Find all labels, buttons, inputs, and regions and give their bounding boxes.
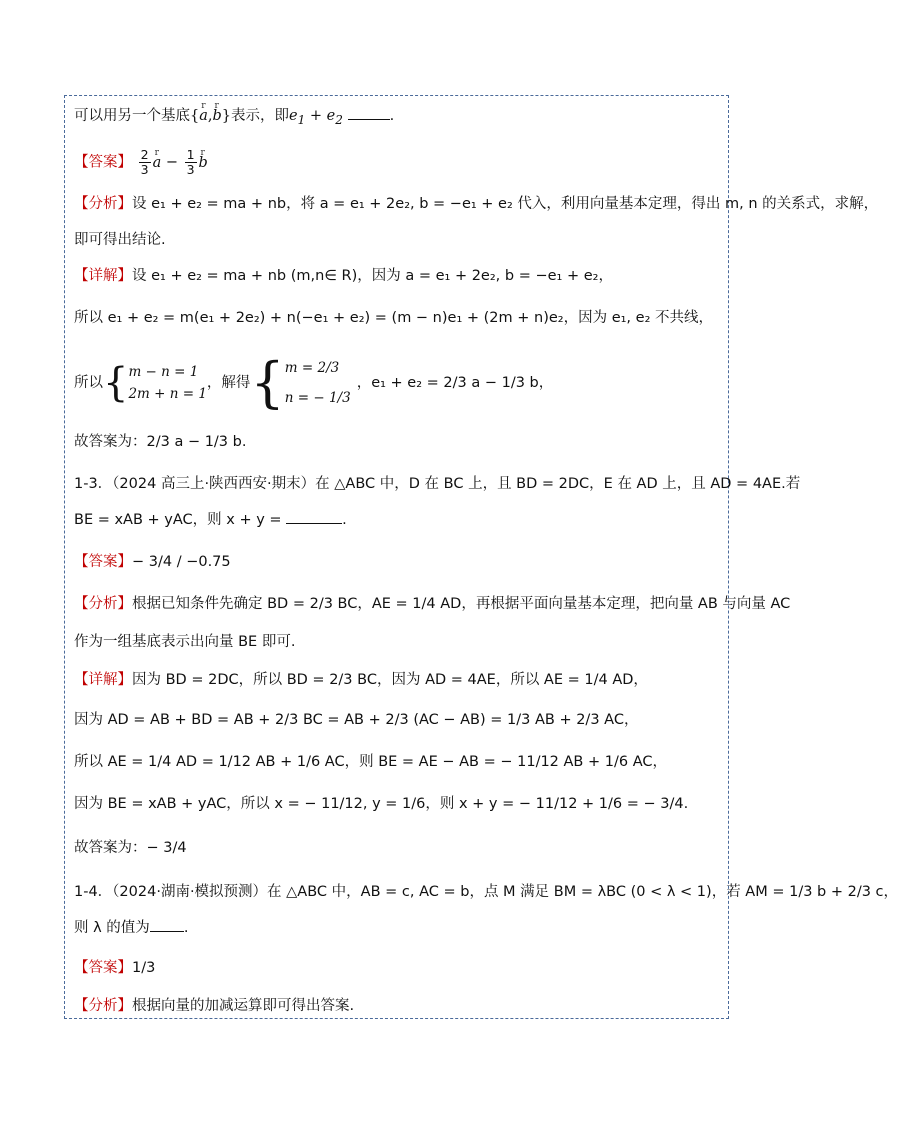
detail-solve: ，解得 <box>206 375 251 391</box>
p14-header <box>74 882 898 902</box>
p13-final <box>74 838 187 858</box>
detail-result: ，e₁ + e₂ = 2/3 a − 1/3 b， <box>356 375 554 391</box>
p13-detail-2 <box>74 710 638 730</box>
p12-detail-line2 <box>74 308 713 328</box>
answer-tag: 【答案】 <box>74 960 132 976</box>
answer-blank <box>150 931 184 932</box>
fraction-1-3: $\frac{1}{3}$ <box>186 147 195 177</box>
solution-n: n = − 1/3 <box>284 390 351 406</box>
basis-set: {r a,r b} <box>190 108 231 124</box>
answer-tag: 【答案】 <box>74 554 132 570</box>
problem-1-3-statement-2: BE = xAB + yAC，则 x + y = <box>74 512 282 528</box>
p13-detail-3 <box>74 752 667 772</box>
p13-detail-4 <box>74 794 688 814</box>
analysis-text: 根据已知条件先确定 BD = 2/3 BC，AE = 1/4 AD，再根据平面向量基本定理，把向量 AB 与向量 AC <box>132 596 791 612</box>
equation-system-1 <box>128 361 206 405</box>
detail-text-3: 所以 AE = 1/4 AD = 1/12 AB + 1/6 AC，则 BE = AE − AB = − 11/12 AB + 1/6 AC， <box>74 754 667 770</box>
analysis-tag: 【分析】 <box>74 196 132 212</box>
p13-answer <box>74 552 231 572</box>
p13-analysis-2 <box>74 632 295 652</box>
p13-analysis-1 <box>74 594 790 614</box>
p13-header <box>74 474 800 494</box>
detail-text-2: 所以 e₁ + e₂ = m(e₁ + 2e₂) + n(−e₁ + e₂) = (m − n)e₁ + (2m + n)e₂，因为 e₁, e₂ 不共线， <box>74 310 713 326</box>
answer-value: 1/3 <box>132 960 156 976</box>
p12-analysis-line2 <box>74 230 166 250</box>
analysis-text: 根据向量的加减运算即可得出答案. <box>132 998 355 1014</box>
system-brace-2: { <box>250 351 285 414</box>
equation-system-2 <box>285 353 351 413</box>
detail-so: 所以 <box>74 375 103 391</box>
p13-header2 <box>74 510 347 530</box>
analysis-tag: 【分析】 <box>74 998 132 1014</box>
fraction-2-3: $\frac{2}{3}$ <box>140 147 149 177</box>
solution-m: m = 2/3 <box>284 360 340 376</box>
answer-blank <box>286 523 342 524</box>
system-brace-1: { <box>103 360 129 406</box>
statement-end: . <box>183 920 189 936</box>
p13-detail-1 <box>74 670 648 690</box>
problem-1-3-statement: 1-3．（2024 高三上·陕西西安·期末）在 △ABC 中，D 在 BC 上，且 BD = 2DC，E 在 AD 上，且 AD = 4AE.若 <box>74 476 801 492</box>
p12-detail-line1 <box>74 266 613 286</box>
statement-end: . <box>389 108 395 124</box>
p12-detail-line3 <box>74 348 553 418</box>
p14-analysis <box>74 996 354 1016</box>
analysis-text: 设 e₁ + e₂ = ma + nb，将 a = e₁ + 2e₂, b = −e₁ + e₂ 代入，利用向量基本定理，得出 m, n 的关系式，求解， <box>132 196 879 212</box>
p14-header2 <box>74 918 188 938</box>
answer-value: − 3/4 / −0.75 <box>132 554 231 570</box>
p12-analysis-line1 <box>74 194 878 214</box>
final-answer-text: 故答案为：− 3/4 <box>74 840 187 856</box>
detail-text-1: 因为 BD = 2DC，所以 BD = 2/3 BC，因为 AD = 4AE，所以 AE = 1/4 AD， <box>132 672 648 688</box>
problem-statement-tail <box>74 106 394 130</box>
detail-text-2: 因为 AD = AB + BD = AB + 2/3 BC = AB + 2/3 (AC − AB) = 1/3 AB + 2/3 AC， <box>74 712 639 728</box>
answer-tag: 【答案】 <box>74 154 132 171</box>
detail-tag: 【详解】 <box>74 268 132 284</box>
problem-1-4-statement-2: 则 λ 的值为 <box>74 920 150 936</box>
system-eq-1: m − n = 1 <box>128 364 199 380</box>
problem-1-4-statement: 1-4．（2024·湖南·模拟预测）在 △ABC 中，AB = c, AC = b，点 M 满足 BM = λBC (0 < λ < 1)，若 AM = 1/3 b + 2/3 c， <box>74 884 898 900</box>
p12-final <box>74 432 246 452</box>
statement-text-2: 表示，即 <box>231 108 290 124</box>
detail-text-4: 因为 BE = xAB + yAC，所以 x = − 11/12, y = 1/6，则 x + y = − 11/12 + 1/6 = − 3/4. <box>74 796 689 812</box>
statement-expr: $e_1 + e_2$ <box>289 108 343 127</box>
detail-text-1: 设 e₁ + e₂ = ma + nb (m,n∈ R)，因为 a = e₁ + 2e₂, b = −e₁ + e₂， <box>132 268 613 284</box>
analysis-tag: 【分析】 <box>74 596 132 612</box>
p12-answer: 【答案】 $\frac{2}{3}$ r a − $\frac{1}{3}$ r b <box>74 148 208 177</box>
statement-text: 可以用另一个基底 <box>74 108 190 124</box>
analysis-text-2: 作为一组基底表示出向量 BE 即可. <box>74 634 296 650</box>
p14-answer <box>74 958 155 978</box>
answer-blank <box>348 119 390 120</box>
detail-tag: 【详解】 <box>74 672 132 688</box>
system-eq-2: 2m + n = 1 <box>128 386 207 402</box>
analysis-text-2: 即可得出结论. <box>74 232 166 248</box>
statement-end: . <box>342 512 347 528</box>
final-answer-text: 故答案为：2/3 a − 1/3 b. <box>74 434 247 450</box>
